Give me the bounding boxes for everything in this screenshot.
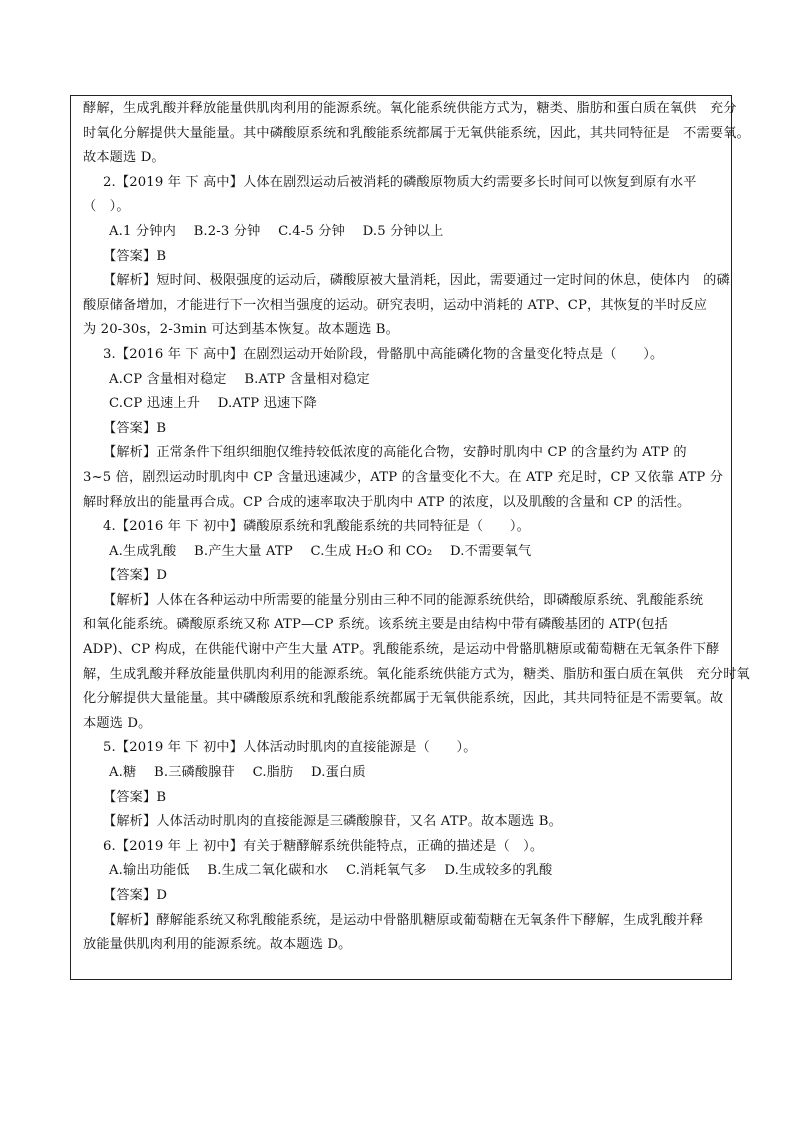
question-4-stem: 4.【2016 年 下 初中】磷酸原系统和乳酸能系统的共同特征是（ ）。 <box>103 519 530 535</box>
question-6-stem: 6.【2019 年 上 初中】有关于糖酵解系统供能特点，正确的描述是（ ）。 <box>103 838 544 854</box>
question-2-options: A.1 分钟内 B.2-3 分钟 C.4-5 分钟 D.5 分钟以上 <box>109 223 444 239</box>
question-6-answer: 【答案】D <box>103 888 168 903</box>
text-line: 和氧化能系统。磷酸原系统又称 ATP—CP 系统。该系统主要是由结构中带有磷酸基团的 ATP(包括 <box>83 617 668 633</box>
text-line: ADP)、CP 构成，在供能代谢中产生大量 ATP。乳酸能系统，是运动中骨骼肌糖原或葡萄糖在无氧条件下酵 <box>83 642 720 658</box>
question-3-analysis: 【解析】正常条件下组织细胞仅维持较低浓度的高能化合物，安静时肌肉中 CP 的含量约为 ATP 的 <box>103 445 687 461</box>
question-5-answer: 【答案】B <box>103 789 167 805</box>
text-line: 解，生成乳酸并释放能量供肌肉利用的能源系统。氧化能系统供能方式为，糖类、脂肪和蛋白质在氧供 充分时氧 <box>83 666 750 682</box>
question-3-answer: 【答案】B <box>103 420 167 436</box>
question-4-answer: 【答案】D <box>103 568 168 584</box>
text-line: 时氧化分解提供大量能量。其中磷酸原系统和乳酸能系统都属于无氧供能系统，因此，其共同特征是 不需要氧。 <box>83 125 750 141</box>
question-5-stem: 5.【2019 年 下 初中】人体活动时肌肉的直接能源是（ ）。 <box>103 740 477 756</box>
question-5-analysis: 【解析】人体活动时肌肉的直接能源是三磷酸腺苷，又名 ATP。故本题选 B。 <box>103 814 562 830</box>
question-4-options: A.生成乳酸 B.产生大量 ATP C.生成 H₂O 和 CO₂ D.不需要氧气 <box>109 543 532 559</box>
text-line: 酸原储备增加，才能进行下一次相当强度的运动。研究表明，运动中消耗的 ATP、CP，其恢复的半时反应 <box>83 297 708 313</box>
text-line: 放能量供肌肉利用的能源系统。故本题选 D。 <box>83 937 352 953</box>
text-line: 3~5 倍，剧烈运动时肌肉中 CP 含量迅速减少，ATP 的含量变化不大。在 ATP 充足时，CP 又依靠 ATP 分 <box>83 469 724 485</box>
question-2-stem-cont: （ ）。 <box>83 199 130 215</box>
question-6-analysis: 【解析】酵解能系统又称乳酸能系统，是运动中骨骼肌糖原或葡萄糖在无氧条件下酵解，生成乳酸并释 <box>103 912 704 928</box>
text-line: 故本题选 D。 <box>83 150 165 166</box>
text-line: 酵解，生成乳酸并释放能量供肌肉利用的能源系统。氧化能系统供能方式为，糖类、脂肪和蛋白质在氧供 充分 <box>83 101 737 116</box>
question-3-stem: 3.【2016 年 下 高中】在剧烈运动开始阶段，骨骼肌中高能磷化物的含量变化特点是（ ）。 <box>103 346 664 362</box>
question-2-answer: 【答案】B <box>103 248 167 264</box>
text-line: 解时释放出的能量再合成。CP 合成的速率取决于肌肉中 ATP 的浓度，以及肌酸的含量和 CP 的活性。 <box>83 494 691 510</box>
question-4-analysis: 【解析】人体在各种运动中所需要的能量分别由三种不同的能源系统供给，即磷酸原系统、乳酸能系统 <box>103 592 704 608</box>
question-6-options: A.输出功能低 B.生成二氧化碳和水 C.消耗氧气多 D.生成较多的乳酸 <box>109 863 553 879</box>
text-line: 化分解提供大量能量。其中磷酸原系统和乳酸能系统都属于无氧供能系统，因此，其共同特征是不需要氧。故 <box>83 691 724 707</box>
question-3-options-row1: A.CP 含量相对稳定 B.ATP 含量相对稳定 <box>109 371 370 387</box>
text-line: 本题选 D。 <box>83 715 152 731</box>
question-3-options-row2: C.CP 迅速上升 D.ATP 迅速下降 <box>109 396 317 412</box>
text-line: 为 20-30s，2-3min 可达到基本恢复。故本题选 B。 <box>83 322 399 338</box>
question-2-analysis: 【解析】短时间、极限强度的运动后，磷酸原被大量消耗，因此，需要通过一定时间的休息，使体内 的磷 <box>103 273 730 289</box>
question-2-stem: 2.【2019 年 下 高中】人体在剧烈运动后被消耗的磷酸原物质大约需要多长时间可以恢复到原有水平 <box>103 174 697 190</box>
answer-content-box <box>70 95 750 980</box>
question-5-options: A.糖 B.三磷酸腺苷 C.脂肪 D.蛋白质 <box>109 765 366 781</box>
